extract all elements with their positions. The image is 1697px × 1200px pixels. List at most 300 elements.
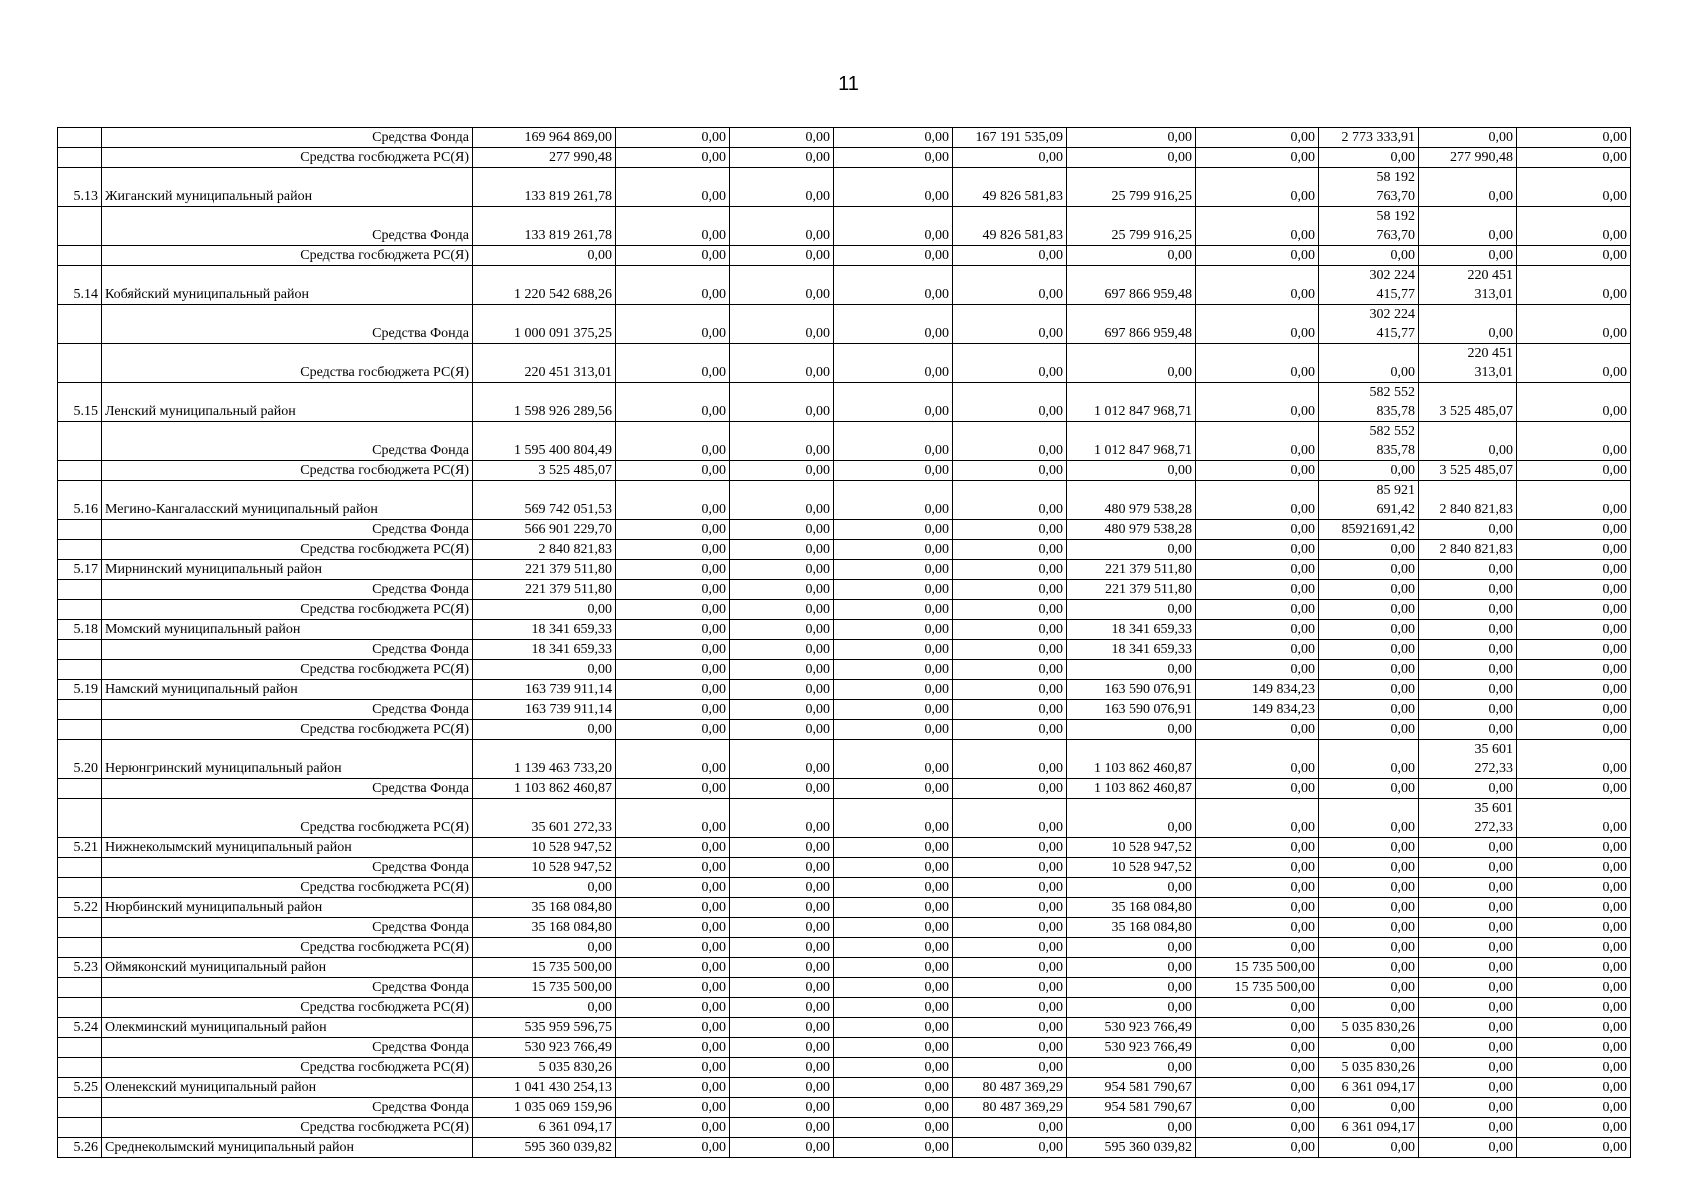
table-row-district <box>58 680 1631 700</box>
value-cell: 0,00 <box>1196 266 1319 305</box>
value-cell: 0,00 <box>834 720 953 740</box>
total-value-cell: 530 923 766,49 <box>473 1038 616 1058</box>
value-cell: 0,00 <box>1196 422 1319 461</box>
value-cell: 0,00 <box>1419 640 1517 660</box>
row-number <box>58 640 102 660</box>
value-cell: 221 379 511,80 <box>1067 560 1196 580</box>
district-name: Нюрбинский муниципальный район <box>102 898 473 918</box>
value-cell: 0,00 <box>1319 1138 1419 1158</box>
value-cell: 0,00 <box>730 1138 834 1158</box>
row-number <box>58 207 102 246</box>
value-cell: 0,00 <box>1196 998 1319 1018</box>
value-cell: 0,00 <box>1319 660 1419 680</box>
page-number: 11 <box>838 73 859 95</box>
total-value-cell: 569 742 051,53 <box>473 481 616 520</box>
value-cell: 0,00 <box>730 580 834 600</box>
value-cell: 0,00 <box>1196 560 1319 580</box>
total-value-cell: 15 735 500,00 <box>473 958 616 978</box>
value-cell: 0,00 <box>1517 878 1631 898</box>
value-cell: 0,00 <box>1067 1118 1196 1138</box>
funding-source-label: Средства Фонда <box>102 1098 473 1118</box>
value-cell: 0,00 <box>953 1118 1067 1138</box>
total-value-cell: 133 819 261,78 <box>473 168 616 207</box>
value-cell: 80 487 369,29 <box>953 1078 1067 1098</box>
value-cell: 3 525 485,07 <box>1419 461 1517 481</box>
value-cell: 595 360 039,82 <box>1067 1138 1196 1158</box>
table-row-subtotal <box>58 600 1631 620</box>
value-cell: 0,00 <box>1196 207 1319 246</box>
district-name: Жиганский муниципальный район <box>102 168 473 207</box>
value-cell: 0,00 <box>616 246 730 266</box>
value-cell: 0,00 <box>834 1078 953 1098</box>
value-cell: 0,00 <box>834 998 953 1018</box>
value-cell: 0,00 <box>1419 1118 1517 1138</box>
row-number <box>58 779 102 799</box>
value-cell: 0,00 <box>730 305 834 344</box>
table-row-district <box>58 838 1631 858</box>
value-cell: 0,00 <box>616 1038 730 1058</box>
value-cell: 0,00 <box>730 461 834 481</box>
value-cell: 0,00 <box>1517 640 1631 660</box>
value-cell: 0,00 <box>834 799 953 838</box>
table-row-subtotal <box>58 305 1631 344</box>
value-cell: 0,00 <box>1319 858 1419 878</box>
value-cell: 0,00 <box>616 422 730 461</box>
value-cell: 0,00 <box>1319 246 1419 266</box>
row-number <box>58 128 102 148</box>
funding-source-label: Средства Фонда <box>102 305 473 344</box>
value-cell: 0,00 <box>1517 918 1631 938</box>
value-cell: 0,00 <box>1067 938 1196 958</box>
value-cell: 0,00 <box>1517 1118 1631 1138</box>
value-cell: 0,00 <box>1517 1138 1631 1158</box>
funding-source-label: Средства госбюджета РС(Я) <box>102 344 473 383</box>
value-cell: 149 834,23 <box>1196 700 1319 720</box>
value-cell: 0,00 <box>1196 1078 1319 1098</box>
value-cell: 0,00 <box>953 481 1067 520</box>
value-cell: 0,00 <box>1419 998 1517 1018</box>
value-cell: 0,00 <box>1517 978 1631 998</box>
row-number <box>58 1038 102 1058</box>
value-cell: 0,00 <box>1067 344 1196 383</box>
value-cell: 0,00 <box>1517 481 1631 520</box>
value-cell: 0,00 <box>730 620 834 640</box>
value-cell: 0,00 <box>953 620 1067 640</box>
row-number <box>58 938 102 958</box>
value-cell: 0,00 <box>730 1038 834 1058</box>
table-row-district <box>58 383 1631 422</box>
value-cell: 0,00 <box>834 1118 953 1138</box>
value-cell: 0,00 <box>1196 481 1319 520</box>
funding-source-label: Средства госбюджета РС(Я) <box>102 600 473 620</box>
value-cell: 0,00 <box>953 779 1067 799</box>
value-cell: 0,00 <box>1067 600 1196 620</box>
value-cell: 0,00 <box>834 640 953 660</box>
value-cell: 480 979 538,28 <box>1067 481 1196 520</box>
value-cell: 0,00 <box>834 700 953 720</box>
funding-source-label: Средства Фонда <box>102 580 473 600</box>
row-number: 5.20 <box>58 740 102 779</box>
total-value-cell: 0,00 <box>473 998 616 1018</box>
total-value-cell: 535 959 596,75 <box>473 1018 616 1038</box>
value-cell: 0,00 <box>616 520 730 540</box>
value-cell: 0,00 <box>616 878 730 898</box>
funding-source-label: Средства Фонда <box>102 520 473 540</box>
value-cell: 5 035 830,26 <box>1319 1018 1419 1038</box>
value-cell: 0,00 <box>1517 128 1631 148</box>
value-cell: 0,00 <box>1517 560 1631 580</box>
value-cell: 0,00 <box>834 878 953 898</box>
value-cell: 582 552 835,78 <box>1319 422 1419 461</box>
value-cell: 0,00 <box>730 660 834 680</box>
value-cell: 85 921 691,42 <box>1319 481 1419 520</box>
value-cell: 0,00 <box>1196 1058 1319 1078</box>
value-cell: 0,00 <box>730 700 834 720</box>
value-cell: 0,00 <box>1319 600 1419 620</box>
value-cell: 0,00 <box>1517 660 1631 680</box>
funding-source-label: Средства Фонда <box>102 128 473 148</box>
row-number <box>58 1118 102 1138</box>
total-value-cell: 163 739 911,14 <box>473 680 616 700</box>
total-value-cell: 1 041 430 254,13 <box>473 1078 616 1098</box>
value-cell: 0,00 <box>1419 1098 1517 1118</box>
funding-source-label: Средства Фонда <box>102 918 473 938</box>
total-value-cell: 566 901 229,70 <box>473 520 616 540</box>
value-cell: 0,00 <box>834 168 953 207</box>
value-cell: 0,00 <box>834 383 953 422</box>
value-cell: 0,00 <box>616 620 730 640</box>
value-cell: 0,00 <box>1196 1038 1319 1058</box>
value-cell: 0,00 <box>1517 580 1631 600</box>
value-cell: 0,00 <box>1319 540 1419 560</box>
value-cell: 0,00 <box>834 305 953 344</box>
value-cell: 0,00 <box>1067 799 1196 838</box>
value-cell: 0,00 <box>953 918 1067 938</box>
value-cell: 0,00 <box>730 207 834 246</box>
funding-source-label: Средства Фонда <box>102 978 473 998</box>
value-cell: 0,00 <box>1067 720 1196 740</box>
funding-source-label: Средства Фонда <box>102 422 473 461</box>
value-cell: 0,00 <box>616 1118 730 1138</box>
value-cell: 0,00 <box>616 207 730 246</box>
value-cell: 80 487 369,29 <box>953 1098 1067 1118</box>
value-cell: 0,00 <box>1419 246 1517 266</box>
value-cell: 954 581 790,67 <box>1067 1078 1196 1098</box>
funding-source-label: Средства Фонда <box>102 858 473 878</box>
row-number: 5.13 <box>58 168 102 207</box>
value-cell: 0,00 <box>834 246 953 266</box>
value-cell: 0,00 <box>730 918 834 938</box>
value-cell: 0,00 <box>616 680 730 700</box>
value-cell: 0,00 <box>1517 461 1631 481</box>
value-cell: 0,00 <box>1517 740 1631 779</box>
value-cell: 0,00 <box>1517 246 1631 266</box>
value-cell: 0,00 <box>730 1118 834 1138</box>
value-cell: 530 923 766,49 <box>1067 1018 1196 1038</box>
value-cell: 0,00 <box>1419 779 1517 799</box>
value-cell: 0,00 <box>1196 740 1319 779</box>
value-cell: 0,00 <box>1419 938 1517 958</box>
value-cell: 0,00 <box>1517 344 1631 383</box>
value-cell: 35 168 084,80 <box>1067 898 1196 918</box>
funding-source-label: Средства госбюджета РС(Я) <box>102 878 473 898</box>
value-cell: 0,00 <box>730 779 834 799</box>
value-cell: 0,00 <box>1196 898 1319 918</box>
table-row-district <box>58 1138 1631 1158</box>
total-value-cell: 220 451 313,01 <box>473 344 616 383</box>
value-cell: 167 191 535,09 <box>953 128 1067 148</box>
value-cell: 0,00 <box>953 148 1067 168</box>
value-cell: 0,00 <box>834 838 953 858</box>
table-row-subtotal <box>58 660 1631 680</box>
value-cell: 0,00 <box>1419 1078 1517 1098</box>
row-number: 5.21 <box>58 838 102 858</box>
value-cell: 0,00 <box>616 128 730 148</box>
value-cell: 0,00 <box>1319 700 1419 720</box>
value-cell: 0,00 <box>953 1058 1067 1078</box>
funding-source-label: Средства госбюджета РС(Я) <box>102 148 473 168</box>
value-cell: 0,00 <box>1419 1038 1517 1058</box>
value-cell: 0,00 <box>1196 779 1319 799</box>
value-cell: 582 552 835,78 <box>1319 383 1419 422</box>
value-cell: 0,00 <box>1419 918 1517 938</box>
total-value-cell: 163 739 911,14 <box>473 700 616 720</box>
value-cell: 0,00 <box>616 1098 730 1118</box>
table-row-subtotal <box>58 540 1631 560</box>
table-row-subtotal <box>58 779 1631 799</box>
value-cell: 0,00 <box>1196 344 1319 383</box>
value-cell: 0,00 <box>1517 540 1631 560</box>
value-cell: 0,00 <box>730 168 834 207</box>
value-cell: 480 979 538,28 <box>1067 520 1196 540</box>
value-cell: 0,00 <box>953 680 1067 700</box>
total-value-cell: 0,00 <box>473 246 616 266</box>
value-cell: 0,00 <box>730 600 834 620</box>
table-row-district <box>58 1018 1631 1038</box>
budget-table <box>57 127 1631 1158</box>
row-number <box>58 600 102 620</box>
value-cell: 0,00 <box>1196 1118 1319 1138</box>
value-cell: 1 012 847 968,71 <box>1067 422 1196 461</box>
value-cell: 0,00 <box>834 344 953 383</box>
value-cell: 0,00 <box>616 168 730 207</box>
value-cell: 0,00 <box>1517 858 1631 878</box>
value-cell: 0,00 <box>953 344 1067 383</box>
row-number: 5.16 <box>58 481 102 520</box>
value-cell: 0,00 <box>1517 998 1631 1018</box>
value-cell: 0,00 <box>1196 799 1319 838</box>
value-cell: 0,00 <box>953 246 1067 266</box>
row-number <box>58 878 102 898</box>
value-cell: 85921691,42 <box>1319 520 1419 540</box>
total-value-cell: 18 341 659,33 <box>473 640 616 660</box>
value-cell: 0,00 <box>616 148 730 168</box>
value-cell: 6 361 094,17 <box>1319 1078 1419 1098</box>
value-cell: 0,00 <box>1517 1038 1631 1058</box>
value-cell: 0,00 <box>1319 799 1419 838</box>
value-cell: 0,00 <box>834 1098 953 1118</box>
table-row-subtotal <box>58 918 1631 938</box>
value-cell: 1 103 862 460,87 <box>1067 779 1196 799</box>
value-cell: 0,00 <box>1319 344 1419 383</box>
value-cell: 0,00 <box>730 383 834 422</box>
value-cell: 0,00 <box>1196 128 1319 148</box>
row-number: 5.26 <box>58 1138 102 1158</box>
value-cell: 0,00 <box>953 898 1067 918</box>
district-name: Мирнинский муниципальный район <box>102 560 473 580</box>
value-cell: 0,00 <box>730 640 834 660</box>
value-cell: 0,00 <box>1196 858 1319 878</box>
value-cell: 0,00 <box>1319 148 1419 168</box>
value-cell: 0,00 <box>1196 580 1319 600</box>
value-cell: 0,00 <box>1419 958 1517 978</box>
value-cell: 0,00 <box>1419 580 1517 600</box>
value-cell: 0,00 <box>834 898 953 918</box>
table-row-subtotal <box>58 344 1631 383</box>
value-cell: 0,00 <box>616 898 730 918</box>
value-cell: 0,00 <box>730 898 834 918</box>
value-cell: 0,00 <box>1319 1098 1419 1118</box>
value-cell: 0,00 <box>1419 720 1517 740</box>
value-cell: 0,00 <box>834 938 953 958</box>
value-cell: 0,00 <box>730 838 834 858</box>
value-cell: 0,00 <box>1196 918 1319 938</box>
row-number <box>58 978 102 998</box>
table-row-subtotal <box>58 246 1631 266</box>
table-row-subtotal <box>58 878 1631 898</box>
funding-source-label: Средства госбюджета РС(Я) <box>102 1058 473 1078</box>
value-cell: 15 735 500,00 <box>1196 978 1319 998</box>
value-cell: 0,00 <box>730 1098 834 1118</box>
total-value-cell: 6 361 094,17 <box>473 1118 616 1138</box>
total-value-cell: 2 840 821,83 <box>473 540 616 560</box>
table-row-subtotal <box>58 422 1631 461</box>
value-cell: 0,00 <box>616 838 730 858</box>
row-number <box>58 422 102 461</box>
value-cell: 0,00 <box>730 148 834 168</box>
value-cell: 25 799 916,25 <box>1067 207 1196 246</box>
value-cell: 0,00 <box>953 978 1067 998</box>
value-cell: 2 773 333,91 <box>1319 128 1419 148</box>
value-cell: 0,00 <box>834 1058 953 1078</box>
row-number <box>58 858 102 878</box>
table-row-subtotal <box>58 1058 1631 1078</box>
value-cell: 0,00 <box>1517 148 1631 168</box>
total-value-cell: 18 341 659,33 <box>473 620 616 640</box>
table-row-district <box>58 740 1631 779</box>
value-cell: 0,00 <box>1196 1098 1319 1118</box>
row-number: 5.23 <box>58 958 102 978</box>
value-cell: 1 012 847 968,71 <box>1067 383 1196 422</box>
value-cell: 0,00 <box>1319 740 1419 779</box>
total-value-cell: 1 035 069 159,96 <box>473 1098 616 1118</box>
value-cell: 0,00 <box>953 1038 1067 1058</box>
value-cell: 0,00 <box>730 128 834 148</box>
value-cell: 0,00 <box>1196 720 1319 740</box>
value-cell: 0,00 <box>1196 600 1319 620</box>
value-cell: 0,00 <box>616 560 730 580</box>
value-cell: 0,00 <box>1419 898 1517 918</box>
value-cell: 0,00 <box>730 520 834 540</box>
value-cell: 0,00 <box>1419 600 1517 620</box>
row-number: 5.25 <box>58 1078 102 1098</box>
value-cell: 0,00 <box>1196 1018 1319 1038</box>
value-cell: 0,00 <box>1419 680 1517 700</box>
value-cell: 6 361 094,17 <box>1319 1118 1419 1138</box>
value-cell: 0,00 <box>1517 720 1631 740</box>
value-cell: 0,00 <box>1319 580 1419 600</box>
value-cell: 0,00 <box>834 779 953 799</box>
total-value-cell: 221 379 511,80 <box>473 580 616 600</box>
district-name: Нерюнгринский муниципальный район <box>102 740 473 779</box>
value-cell: 163 590 076,91 <box>1067 680 1196 700</box>
total-value-cell: 0,00 <box>473 660 616 680</box>
value-cell: 0,00 <box>834 1018 953 1038</box>
value-cell: 0,00 <box>953 740 1067 779</box>
funding-source-label: Средства госбюджета РС(Я) <box>102 540 473 560</box>
value-cell: 0,00 <box>1196 305 1319 344</box>
value-cell: 0,00 <box>834 1138 953 1158</box>
value-cell: 0,00 <box>834 1038 953 1058</box>
row-number: 5.15 <box>58 383 102 422</box>
value-cell: 18 341 659,33 <box>1067 640 1196 660</box>
value-cell: 0,00 <box>1517 700 1631 720</box>
value-cell: 0,00 <box>1517 620 1631 640</box>
value-cell: 302 224 415,77 <box>1319 305 1419 344</box>
value-cell: 0,00 <box>730 266 834 305</box>
table-row-subtotal <box>58 148 1631 168</box>
value-cell: 2 840 821,83 <box>1419 481 1517 520</box>
value-cell: 0,00 <box>953 878 1067 898</box>
value-cell: 0,00 <box>730 422 834 461</box>
table-row-subtotal <box>58 520 1631 540</box>
total-value-cell: 35 168 084,80 <box>473 918 616 938</box>
funding-source-label: Средства госбюджета РС(Я) <box>102 799 473 838</box>
total-value-cell: 595 360 039,82 <box>473 1138 616 1158</box>
value-cell: 0,00 <box>1067 148 1196 168</box>
value-cell: 0,00 <box>834 461 953 481</box>
value-cell: 0,00 <box>834 858 953 878</box>
value-cell: 0,00 <box>1067 246 1196 266</box>
value-cell: 163 590 076,91 <box>1067 700 1196 720</box>
value-cell: 0,00 <box>1517 958 1631 978</box>
value-cell: 0,00 <box>953 600 1067 620</box>
value-cell: 0,00 <box>616 978 730 998</box>
value-cell: 0,00 <box>953 938 1067 958</box>
total-value-cell: 1 000 091 375,25 <box>473 305 616 344</box>
value-cell: 0,00 <box>1419 520 1517 540</box>
value-cell: 0,00 <box>1067 660 1196 680</box>
value-cell: 0,00 <box>730 1018 834 1038</box>
total-value-cell: 0,00 <box>473 720 616 740</box>
value-cell: 0,00 <box>730 246 834 266</box>
row-number <box>58 305 102 344</box>
value-cell: 0,00 <box>616 740 730 779</box>
row-number <box>58 148 102 168</box>
row-number: 5.14 <box>58 266 102 305</box>
value-cell: 0,00 <box>1319 918 1419 938</box>
value-cell: 0,00 <box>1067 461 1196 481</box>
value-cell: 1 103 862 460,87 <box>1067 740 1196 779</box>
value-cell: 0,00 <box>616 580 730 600</box>
value-cell: 35 601 272,33 <box>1419 740 1517 779</box>
value-cell: 0,00 <box>1196 640 1319 660</box>
value-cell: 0,00 <box>953 958 1067 978</box>
value-cell: 0,00 <box>1319 878 1419 898</box>
table-row-subtotal <box>58 799 1631 838</box>
district-name: Мегино-Кангаласский муниципальный район <box>102 481 473 520</box>
value-cell: 0,00 <box>834 580 953 600</box>
